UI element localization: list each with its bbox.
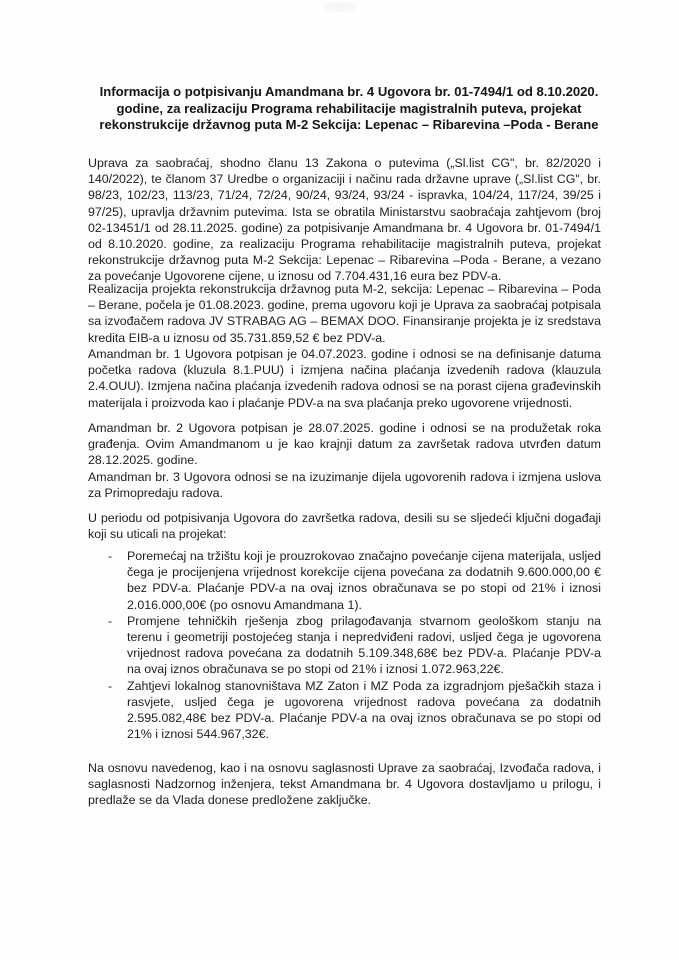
dash-bullet-icon: -: [108, 678, 113, 693]
paragraph-amendment-2: Amandman br. 2 Ugovora potpisan je 28.07.2025. godine i odnosi se na produžetak roka građenja. Ovim Amandmanom u je kao krajnji datum za završetak radova utvrđen datum 28.12.2025. godine.: [88, 421, 601, 468]
paragraph-project-start: Realizacija projekta rekonstrukcija državnog puta M-2, sekcija: Lepenac – Ribarevina – Poda – Berane, počela je 01.08.2023. godine, prema ugovoru koji je Uprava za saobraćaj potpisala sa izvođačem radova JV STRABAG AG – BEMAX DOO. Finansiranje projekta je iz sredstava kredita EIB-a u iznosu od 35.731.859,52 € bez PDV-a.: [88, 282, 601, 345]
paragraph-amendment-1: Amandman br. 1 Ugovora potpisan je 04.07.2023. godine i odnosi se na definisanje datuma početka radova (kluzula 8.1.PUU) i izmjena načina plaćanja izvedenih radova (klauzula 2.4.OUU). Izmjena načina plaćanja izvedenih radova odnosi se na porast cijena građevinskih materijala i proizvoda kao i plaćanje PDV-a na sva plaćanja preko ugovorene vrijednosti.: [88, 347, 601, 410]
list-item-text: Poremećaj na tržištu koji je prouzrokovao značajno povećanje cijena materijala, usljed čega je procijenjena vrijednost korekcije cijena povećana za dodatnih 9.600.000,00 € bez PDV-a. Plaćanje PDV-a na ovaj iznos obračunava se po stopi od 21% i iznosi 2.016.000,00€ (po osnovu Amandmana 1).: [127, 549, 601, 612]
key-events-list: [88, 548, 601, 742]
dash-bullet-icon: -: [108, 613, 113, 628]
dash-bullet-icon: -: [108, 549, 113, 563]
list-item: [88, 613, 601, 678]
paragraph-conclusion: Na osnovu navedenog, kao i na osnovu saglasnosti Uprave za saobraćaj, Izvođača radova, i saglasnosti Nadzornog inženjera, tekst Amandmana br. 4 Ugovora dostavljamo u prilogu, i predlaže se da Vlada donese predložene zaključke.: [88, 761, 601, 808]
list-item: [88, 548, 601, 613]
scan-artifact: [322, 2, 358, 12]
paragraph-request: Uprava za saobraćaj, shodno članu 13 Zakona o putevima („Sl.list CG", br. 82/2020 i 140/2022), te članom 37 Uredbe o organizaciji i načinu rada državne uprave („Sl.list CG", br. 98/23, 102/23, 113/23, 71/24, 72/24, 90/24, 93/24, 93/24 - ispravka, 104/24, 117/24, 39/25 i 97/25), upravlja državnim putevima. Ista se obratila Ministarstvu saobraćaja zahtjevom (broj 02-13451/1 od 28.11.2025. godine) za potpisivanje Amandmana br. 4 Ugovora br. 01-7494/1 od 8.10.2020. godine, za realizaciju Programa rehabilitacije magistralnih puteva, projekat rekonstrukcije državnog puta M-2 Sekcija: Lepenac – Ribarevina –Poda - Berane, a vezano za povećanje Ugovorene cijene, u iznosu od 7.704.431,16 eura bez PDV-a.: [88, 156, 601, 284]
list-item: [88, 678, 601, 743]
paragraph-amendment-3: Amandman br. 3 Ugovora odnosi se na izuzimanje dijela ugovorenih radova i izmjena uslova za Primopredaju radova.: [88, 470, 601, 501]
list-item-text: Promjene tehničkih rješenja zbog prilagođavanja stvarnom geološkom stanju na terenu i geometriji postojećeg stanja i nepredviđeni radovi, usljed čega je ugovorena vrijednost radova povećana za dodatnih 5.109.348,68€ bez PDV-a. Plaćanje PDV-a na ovaj iznos obračunava se po stopi od 21% i iznosi 1.072.963,22€.: [127, 613, 601, 677]
paragraph-key-events-intro: U periodu od potpisivanja Ugovora do završetka radova, desili su se sljedeći ključni događaji koji su uticali na projekat:: [88, 511, 601, 542]
document-title: Informacija o potpisivanju Amandmana br. 4 Ugovora br. 01-7494/1 od 8.10.2020. godine, za realizaciju Programa rehabilitacije magistralnih puteva, projekat rekonstrukcije državnog puta M-2 Sekcija: Lepenac – Ribarevina –Poda - Berane: [99, 84, 599, 133]
list-item-text: Zahtjevi lokalnog stanovništava MZ Zaton i MZ Poda za izgradnjom pješačkih staza i rasvjete, usljed čega je ugovorena vrijednost radova povećana za dodatnih 2.595.082,48€ bez PDV-a. Plaćanje PDV-a na ovaj iznos obračunava se po stopi od 21% i iznosi 544.967,32€.: [127, 678, 601, 742]
